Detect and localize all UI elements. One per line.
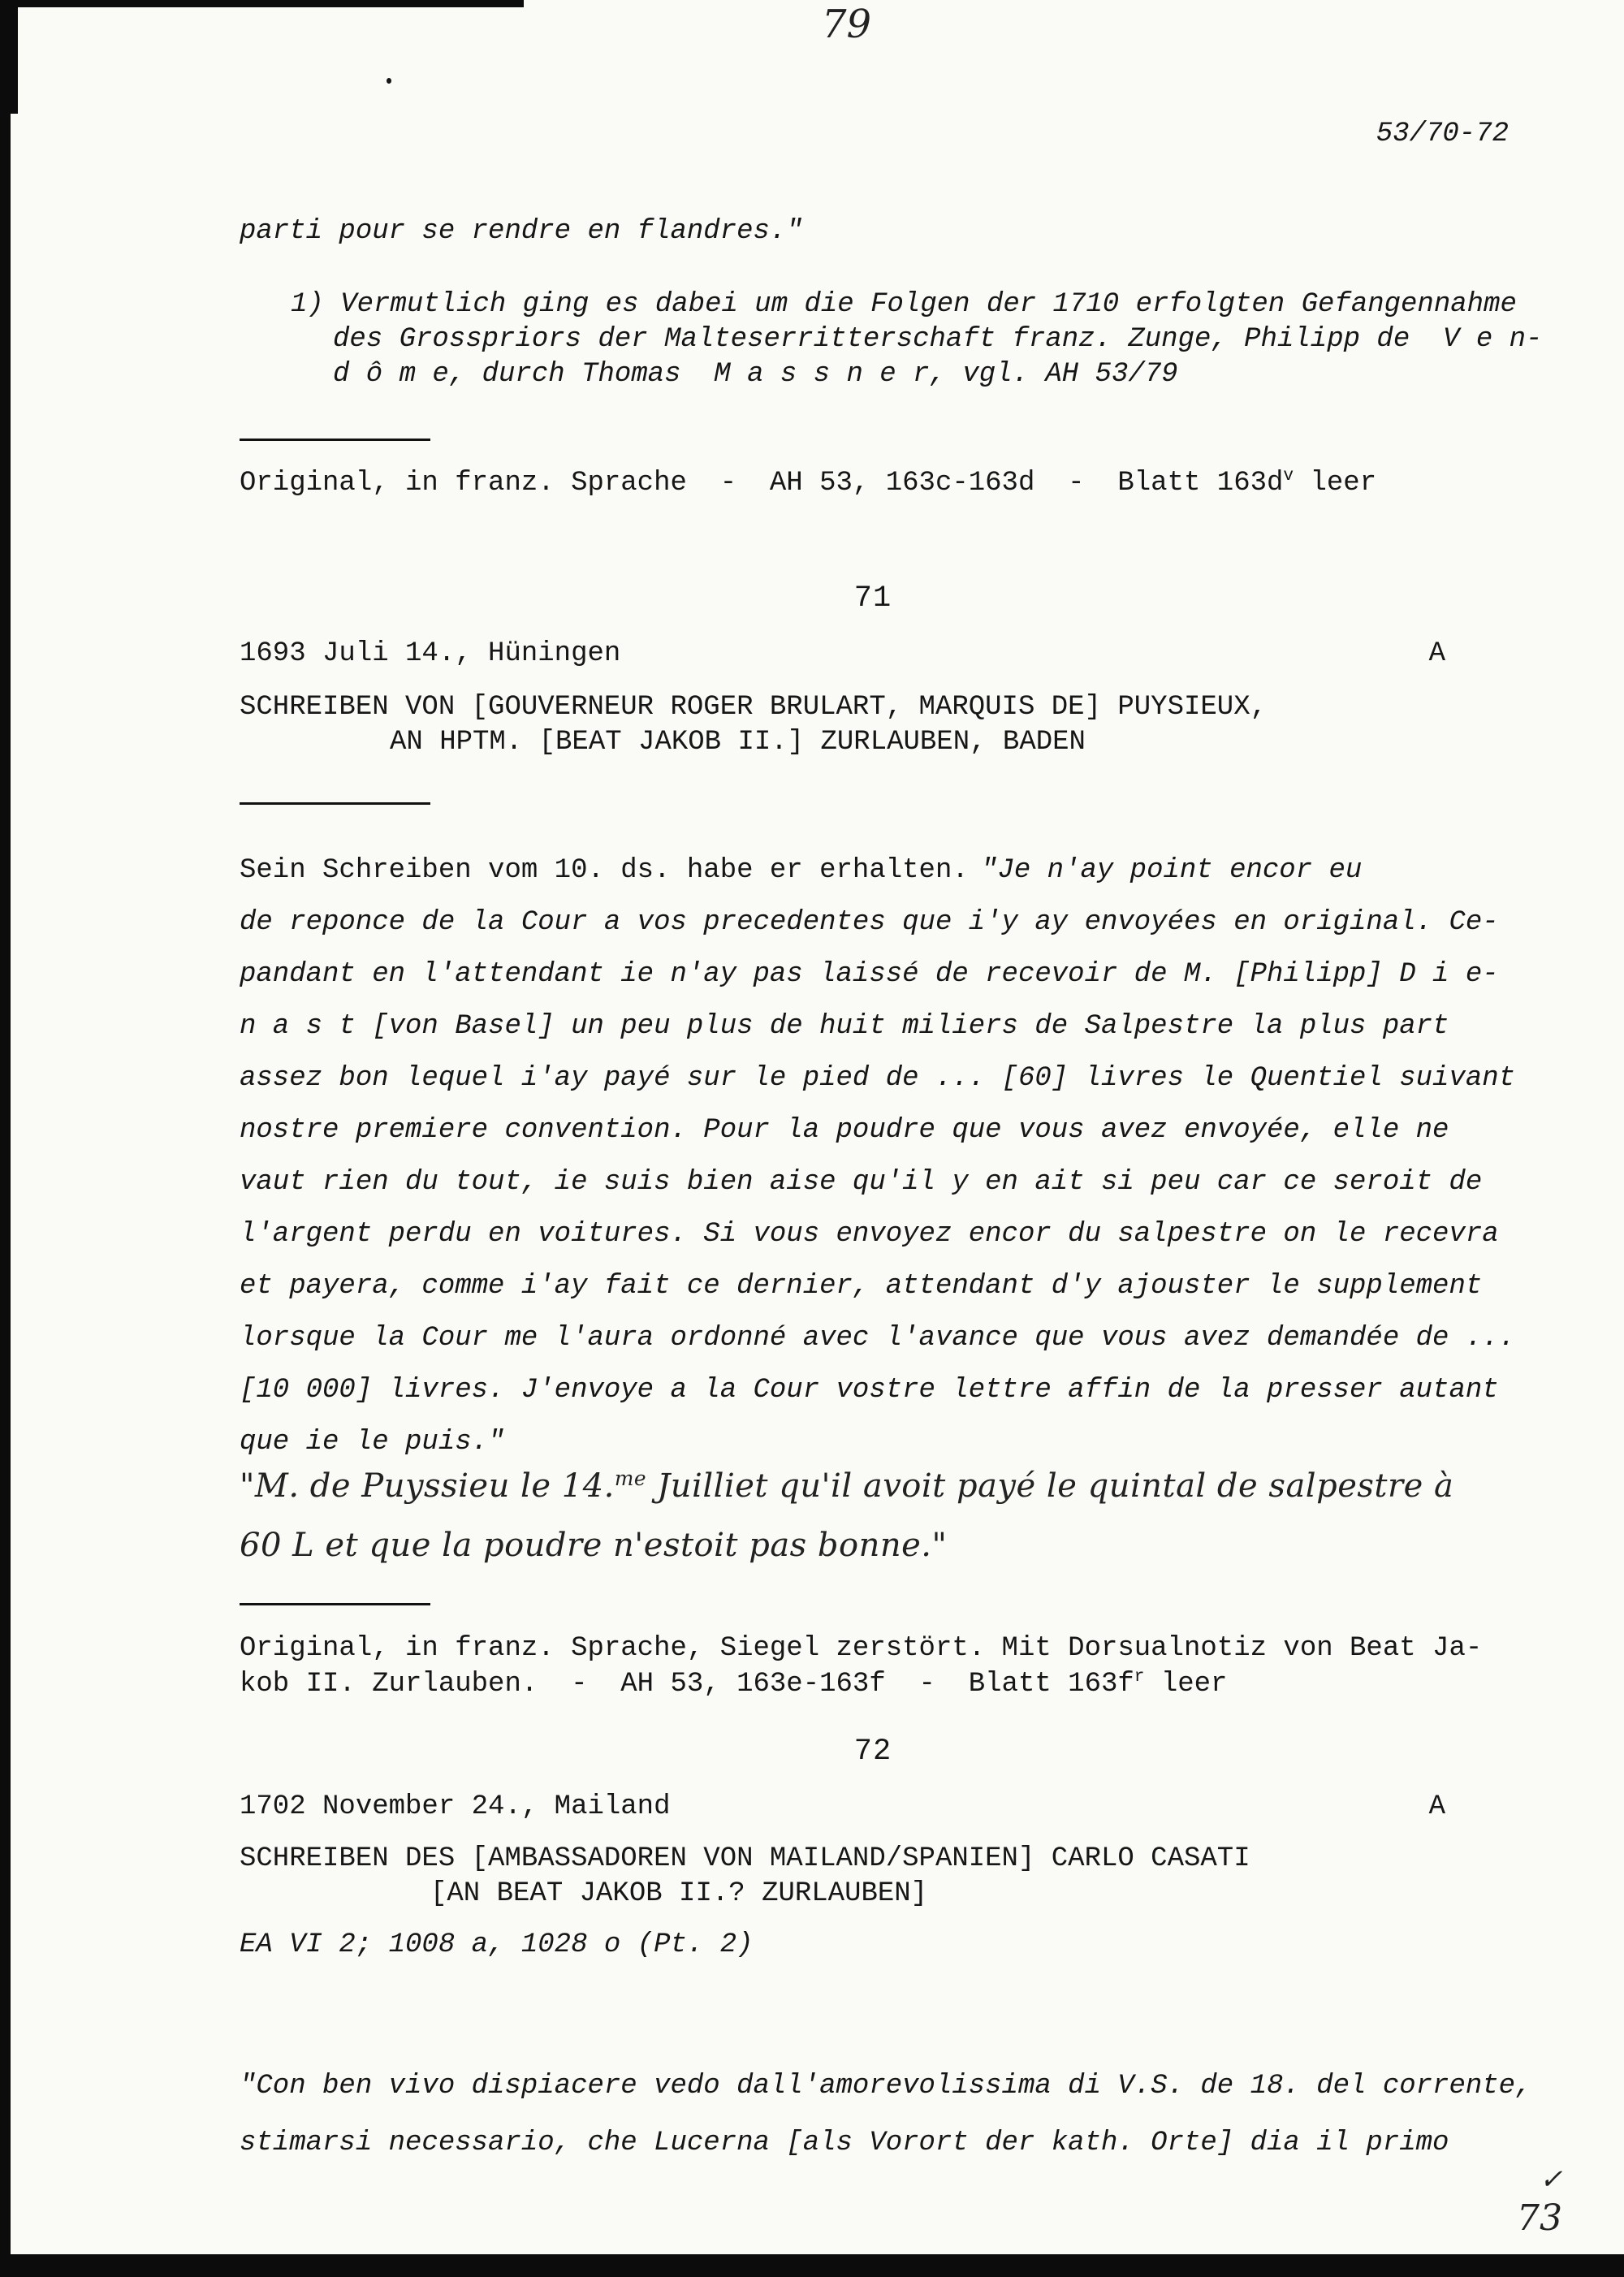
body-line: "Con ben vivo dispiacere vedo dall'amorevolissima di V.S. de 18. del corrente, xyxy=(240,2071,1532,2102)
source-superscript: v xyxy=(1283,466,1294,486)
handwritten-folio-number: 79 xyxy=(822,2,872,47)
source-text-tail: leer xyxy=(1144,1669,1228,1700)
entry-71-source xyxy=(240,1631,1482,1705)
body-line: pandant en l'attendant ie n'ay pas laissé de recevoir de M. [Philipp] D i e- xyxy=(240,959,1499,990)
source-text: kob II. Zurlauben. - AH 53, 163e-163f - Blatt 163f xyxy=(240,1669,1134,1700)
source-text: Original, in franz. Sprache - AH 53, 163c-163d - Blatt 163d xyxy=(240,468,1284,499)
entry-71-body xyxy=(240,845,1515,1468)
body-line xyxy=(240,845,1515,897)
body-line: lorsque la Cour me l'aura ordonné avec l'avance que vous avez demandée de ... xyxy=(240,1323,1516,1354)
handwritten-bottom-number: 73 xyxy=(1517,2197,1562,2239)
body-line: nostre premiere convention. Pour la poudre que vous avez envoyée, elle ne xyxy=(240,1115,1449,1146)
footnote-line-1: 1) Vermutlich ging es dabei um die Folgen der 1710 erfolgten Gefangennahme xyxy=(291,289,1517,320)
separator-rule xyxy=(240,802,430,805)
entry-71-number: 71 xyxy=(853,581,892,616)
entry-72-title-line-2: [AN BEAT JAKOB II.? ZURLAUBEN] xyxy=(430,1878,928,1909)
body-line: vaut rien du tout, ie suis bien aise qu'il y en ait si peu car ce seroit de xyxy=(240,1167,1483,1198)
dorsual-text: "M. de Puyssieu le 14. xyxy=(240,1467,615,1505)
entry-71-lead: Sein Schreiben vom 10. ds. habe er erhalten. xyxy=(240,855,969,886)
scan-left-edge xyxy=(0,0,11,2277)
previous-entry-closing-line: parti pour se rendre en flandres." xyxy=(240,216,803,247)
entry-72-number: 72 xyxy=(853,1735,892,1769)
scan-bottom-edge xyxy=(0,2254,1624,2277)
entry-72-body xyxy=(240,2058,1531,2171)
entry-72-date-row xyxy=(240,1791,1445,1822)
entry-71-title-line-2: AN HPTM. [BEAT JAKOB II.] ZURLAUBEN, BADEN xyxy=(390,727,1086,758)
body-line: assez bon lequel i'ay payé sur le pied de ... [60] livres le Quentiel suivant xyxy=(240,1063,1516,1094)
source-superscript: r xyxy=(1134,1667,1145,1687)
entry-71-dorsual-note xyxy=(240,1458,1453,1573)
archive-reference: 53/70-72 xyxy=(1376,119,1509,149)
stray-ink-dot xyxy=(387,78,391,84)
entry-71-date-place: 1693 Juli 14., Hüningen xyxy=(240,638,621,669)
dorsual-superscript: me xyxy=(614,1467,647,1491)
source-line-2 xyxy=(240,1666,1482,1705)
body-line: stimarsi necessario, che Lucerna [als Vorort der kath. Orte] dia il primo xyxy=(240,2128,1449,2158)
footnote xyxy=(291,287,1542,392)
body-line: [10 000] livres. J'envoye a la Cour vostre lettre affin de la presser autant xyxy=(240,1375,1499,1406)
entry-71-series-letter: A xyxy=(1428,638,1445,669)
quote-start: "Je n'ay point encor eu xyxy=(981,855,1363,886)
dorsual-line-2: 60 L et que la poudre n'estoit pas bonne." xyxy=(240,1527,948,1564)
scan-top-edge xyxy=(0,0,524,7)
scan-corner-blob xyxy=(0,0,18,114)
check-mark: ✓ xyxy=(1540,2163,1563,2196)
previous-entry-source-line xyxy=(240,468,1376,499)
source-line-1: Original, in franz. Sprache, Siegel zerstört. Mit Dorsualnotiz von Beat Ja- xyxy=(240,1633,1483,1664)
body-line: et payera, comme i'ay fait ce dernier, attendant d'y ajouster le supplement xyxy=(240,1271,1483,1302)
entry-71-title-line-1: SCHREIBEN VON [GOUVERNEUR ROGER BRULART, MARQUIS DE] PUYSIEUX, xyxy=(240,692,1268,723)
separator-rule xyxy=(240,439,430,441)
footnote-line-2: des Grosspriors der Malteserritterschaft franz. Zunge, Philipp de V e n- xyxy=(333,324,1543,355)
entry-72-date-place: 1702 November 24., Mailand xyxy=(240,1791,671,1822)
entry-72-title-line-1: SCHREIBEN DES [AMBASSADOREN VON MAILAND/SPANIEN] CARLO CASATI xyxy=(240,1843,1250,1874)
source-text-tail: leer xyxy=(1294,468,1377,499)
body-line: de reponce de la Cour a vos precedentes que i'y ay envoyées en original. Ce- xyxy=(240,907,1499,938)
footnote-line-3: d ô m e, durch Thomas M a s s n e r, vgl. AH 53/79 xyxy=(333,359,1178,390)
body-line: n a s t [von Basel] un peu plus de huit miliers de Salpestre la plus part xyxy=(240,1011,1449,1042)
entry-72-series-letter: A xyxy=(1428,1791,1445,1822)
body-line: que ie le puis." xyxy=(240,1427,505,1458)
entry-72-reference: EA VI 2; 1008 a, 1028 o (Pt. 2) xyxy=(240,1929,754,1960)
separator-rule xyxy=(240,1603,430,1605)
body-line: l'argent perdu en voitures. Si vous envoyez encor du salpestre on le recevra xyxy=(240,1219,1499,1250)
dorsual-line-1 xyxy=(240,1458,1453,1518)
dorsual-text-tail: Juilliet qu'il avoit payé le quintal de salpestre à xyxy=(646,1467,1454,1505)
entry-71-date-row xyxy=(240,638,1445,669)
